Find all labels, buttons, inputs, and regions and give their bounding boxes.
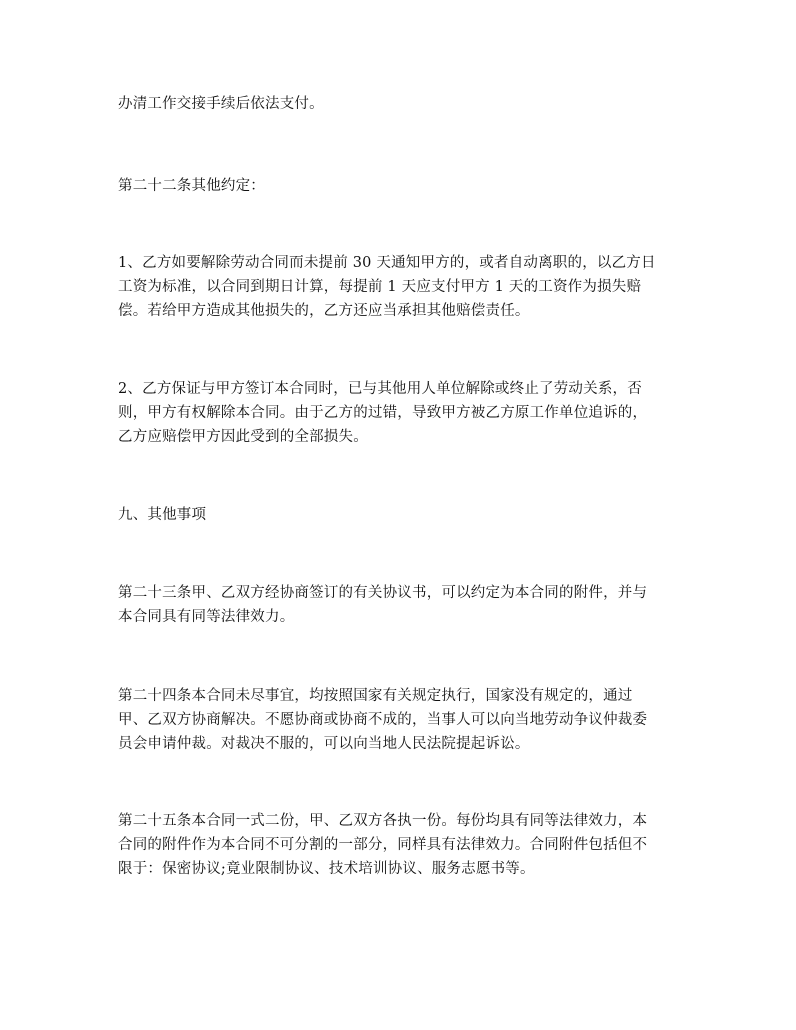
paragraph-clause-1 (118, 251, 684, 323)
text-line: 合同的附件作为本合同不可分割的一部分，同样具有法律效力。合同附件包括但不 (118, 837, 648, 853)
text-line: 第二十三条甲、乙双方经协商签订的有关协议书，可以约定为本合同的附件，并与 (118, 585, 648, 601)
text-line: 限于：保密协议;竟业限制协议、技术培训协议、服务志愿书等。 (118, 861, 535, 877)
paragraph-clause-2 (118, 377, 684, 449)
text-line: 本合同具有同等法律效力。 (118, 609, 295, 625)
paragraph-article-23 (118, 581, 684, 629)
heading-article-22 (118, 174, 684, 198)
heading-section-9 (118, 503, 684, 527)
paragraph-article-24 (118, 684, 684, 756)
text-line: 办清工作交接手续后依法支付。 (118, 96, 324, 112)
text-line: 1、乙方如要解除劳动合同而未提前 30 天通知甲方的，或者自动离职的，以乙方日 (118, 255, 656, 271)
text-line: 第二十四条本合同未尽事宜，均按照国家有关规定执行，国家没有规定的，通过 (118, 688, 633, 704)
paragraph-payment-settlement (118, 92, 684, 116)
text-line: 乙方应赔偿甲方因此受到的全部损失。 (118, 429, 368, 445)
text-line: 员会申请仲裁。对裁决不服的，可以向当地人民法院提起诉讼。 (118, 736, 530, 752)
text-line: 九、其他事项 (118, 507, 207, 523)
text-line: 2、乙方保证与甲方签订本合同时，已与其他用人单位解除或终止了劳动关系，否 (118, 381, 642, 397)
text-line: 则，甲方有权解除本合同。由于乙方的过错，导致甲方被乙方原工作单位追诉的， (118, 405, 648, 421)
text-line: 第二十五条本合同一式二份，甲、乙双方各执一份。每份均具有同等法律效力，本 (118, 813, 648, 829)
text-line: 偿。若给甲方造成其他损失的，乙方还应当承担其他赔偿责任。 (118, 303, 530, 319)
paragraph-article-25 (118, 809, 684, 881)
text-line: 工资为标准，以合同到期日计算，每提前 1 天应支付甲方 1 天的工资作为损失赔 (118, 279, 642, 295)
text-line: 第二十二条其他约定： (118, 178, 265, 194)
text-line: 甲、乙双方协商解决。不愿协商或协商不成的，当事人可以向当地劳动争议仲裁委 (118, 712, 648, 728)
